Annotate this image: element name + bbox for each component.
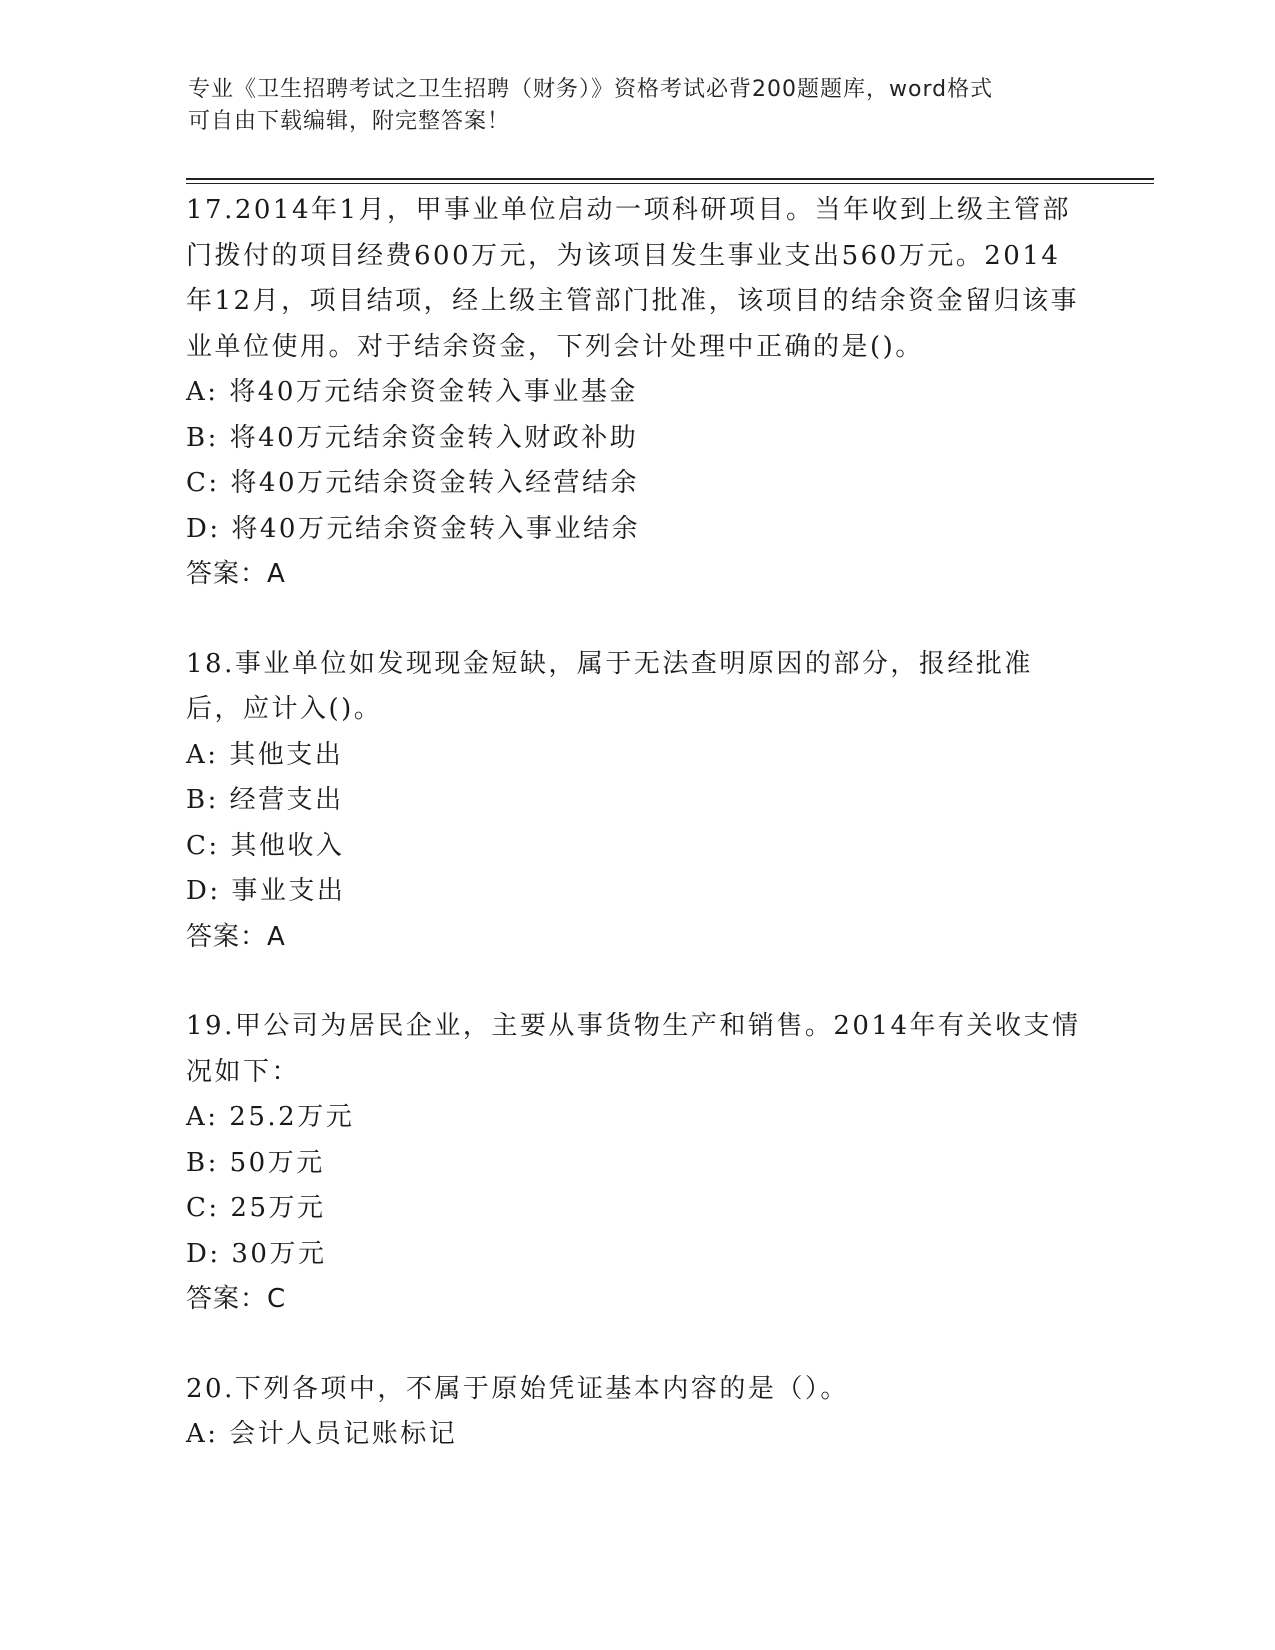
document-header	[188, 74, 1088, 138]
option-a: A: 其他支出	[186, 739, 344, 770]
question-text: 19.甲公司为居民企业，主要从事货物生产和销售。2014年有关收支情况如下：	[186, 1011, 1081, 1087]
option-a: A: 将40万元结余资金转入事业基金	[186, 377, 638, 407]
header-divider-thin	[186, 183, 1154, 184]
option-a: A: 25.2万元	[186, 1102, 355, 1132]
question-text: 20.下列各项中，不属于原始凭证基本内容的是（）。	[186, 1373, 849, 1404]
option-c: C: 将40万元结余资金转入经营结余	[186, 468, 640, 498]
option-d: D: 30万元	[186, 1238, 327, 1269]
option-c: C: 其他收入	[186, 830, 345, 861]
question-text: 17.2014年1月，甲事业单位启动一项科研项目。当年收到上级主管部门拨付的项目经费600万元，为该项目发生事业支出560万元。2014年12月，项目结项，经上级主管部门批准，该项目的结余资金留归该事业单位使用。对于结余资金，下列会计处理中正确的是()。	[186, 195, 1080, 362]
question-19	[186, 1004, 1086, 1323]
header-line-1: 专业《卫生招聘考试之卫生招聘（财务）》资格考试必背200题题库，word格式	[188, 77, 994, 102]
header-divider-thick	[186, 178, 1154, 180]
answer-text: 答案：A	[186, 921, 286, 952]
answer-text: 答案：C	[186, 1284, 287, 1314]
option-b: B: 经营支出	[186, 785, 344, 815]
questions-list	[186, 188, 1086, 1502]
option-c: C: 25万元	[186, 1193, 326, 1223]
option-d: D: 事业支出	[186, 876, 346, 906]
question-text: 18.事业单位如发现现金短缺，属于无法查明原因的部分，报经批准后，应计入()。	[186, 648, 1033, 724]
option-b: B: 50万元	[186, 1147, 325, 1178]
question-20	[186, 1367, 1086, 1458]
question-18	[186, 642, 1086, 961]
answer-text: 答案：A	[186, 559, 286, 589]
question-17	[186, 188, 1086, 598]
option-b: B: 将40万元结余资金转入财政补助	[186, 422, 639, 453]
option-a: A: 会计人员记账标记	[186, 1419, 458, 1449]
header-line-2: 可自由下载编辑，附完整答案！	[188, 109, 511, 134]
option-d: D: 将40万元结余资金转入事业结余	[186, 513, 640, 544]
